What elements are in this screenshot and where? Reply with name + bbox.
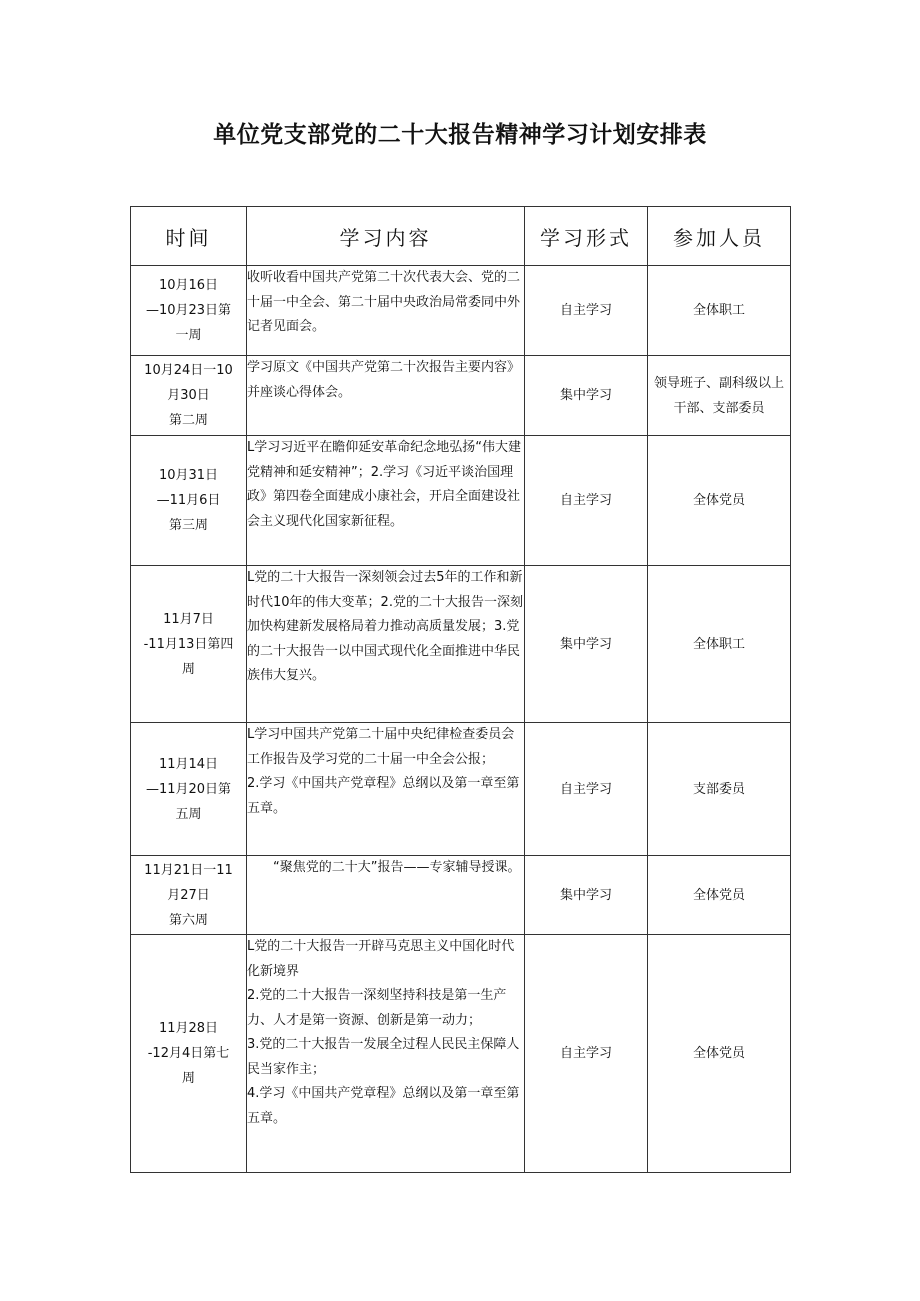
header-people: 参加人员 (648, 207, 791, 266)
content-cell (247, 566, 525, 723)
header-time: 时间 (131, 207, 247, 266)
time-line: 10月24日一10 (144, 363, 233, 378)
people-cell: 全体党员 (648, 856, 791, 935)
content-cell (247, 356, 525, 436)
content-line: 2.学习《中国共产党章程》总纲以及第一章至第五章。 (247, 776, 520, 816)
content-line: 3.党的二十大报告一发展全过程人民民主保障人民当家作主； (247, 1037, 520, 1077)
time-line: 11月14日 (158, 756, 219, 772)
time-line: 周 (181, 661, 195, 677)
content-cell (247, 266, 525, 356)
content-line: 4.学习《中国共产党章程》总纲以及第一章至第五章。 (247, 1086, 520, 1126)
content-line: L党的二十大报告一开辟马克思主义中国化时代化新境界 (247, 939, 515, 979)
content-line: “聚焦党的二十大”报告——专家辅导授课。 (273, 860, 521, 875)
table-row (131, 356, 791, 436)
time-cell (131, 856, 247, 935)
time-line: 第三周 (168, 518, 208, 533)
content-line: L学习中国共产党第二十届中央纪律检查委员会工作报告及学习党的二十届一中全会公报； (247, 727, 515, 767)
form-cell: 集中学习 (525, 356, 648, 436)
header-content: 学习内容 (247, 207, 525, 266)
people-cell: 全体职工 (648, 266, 791, 356)
content-line: 收听收看中国共产党第二十次代表大会、党的二十届一中全会、第二十届中央政治局常委同中外记者见面会。 (247, 270, 521, 334)
time-line: 月30日 (167, 388, 210, 403)
people-cell: 支部委员 (648, 723, 791, 856)
time-line: —10月23日第 (145, 303, 232, 318)
time-line: —11月6日 (156, 493, 221, 508)
time-line: 第二周 (168, 413, 208, 428)
form-cell: 自主学习 (525, 266, 648, 356)
table-row (131, 935, 791, 1173)
time-line: 周 (181, 1071, 195, 1086)
study-plan-table (130, 206, 791, 1173)
time-line: -12月4日第七 (147, 1046, 230, 1061)
time-cell (131, 566, 247, 723)
time-line: 11月28日 (158, 1021, 219, 1036)
time-line: 五周 (175, 806, 202, 822)
time-cell (131, 935, 247, 1173)
time-line: 一周 (175, 328, 202, 343)
content-line: 2.党的二十大报告一深刻坚持科技是第一生产力、人才是第一资源、创新是第一动力； (247, 988, 507, 1028)
table-row (131, 566, 791, 723)
time-cell (131, 436, 247, 566)
content-line: L党的二十大报告一深刻领会过去5年的工作和新时代10年的伟大变革；2.党的二十大报告一深刻加快构建新发展格局着力推动高质量发展；3.党的二十大报告一以中国式现代化全面推进中华民族伟大复兴。 (247, 570, 523, 683)
table-row (131, 266, 791, 356)
table-row (131, 856, 791, 935)
form-cell: 自主学习 (525, 436, 648, 566)
time-line: 第六周 (168, 912, 208, 928)
time-line: 月27日 (167, 887, 210, 903)
time-line: 10月16日 (158, 278, 219, 293)
people-cell: 全体党员 (648, 935, 791, 1173)
header-form: 学习形式 (525, 207, 648, 266)
table-row (131, 436, 791, 566)
content-cell (247, 856, 525, 935)
form-cell: 集中学习 (525, 566, 648, 723)
content-line: 学习原文《中国共产党第二十次报告主要内容》并座谈心得体会。 (247, 360, 521, 400)
content-cell (247, 723, 525, 856)
form-cell: 自主学习 (525, 723, 648, 856)
time-line: —11月20日第 (145, 781, 232, 797)
time-line: 11月21日一11 (144, 862, 233, 878)
people-cell: 领导班子、副科级以上干部、支部委员 (648, 356, 791, 436)
time-cell (131, 723, 247, 856)
time-cell (131, 266, 247, 356)
people-cell: 全体党员 (648, 436, 791, 566)
table-header-row (131, 207, 791, 266)
people-cell: 全体职工 (648, 566, 791, 723)
form-cell: 集中学习 (525, 856, 648, 935)
content-cell (247, 935, 525, 1173)
time-line: -11月13日第四 (143, 636, 234, 652)
time-line: 11月7日 (163, 611, 214, 627)
time-cell (131, 356, 247, 436)
form-cell: 自主学习 (525, 935, 648, 1173)
table-row (131, 723, 791, 856)
page-title: 单位党支部党的二十大报告精神学习计划安排表 (213, 122, 707, 148)
time-line: 10月31日 (158, 468, 219, 483)
content-cell (247, 436, 525, 566)
content-line: L学习习近平在瞻仰延安革命纪念地弘扬“伟大建党精神和延安精神”；2.学习《习近平谈治国理政》第四卷全面建成小康社会，开启全面建设社会主义现代化国家新征程。 (247, 440, 521, 529)
